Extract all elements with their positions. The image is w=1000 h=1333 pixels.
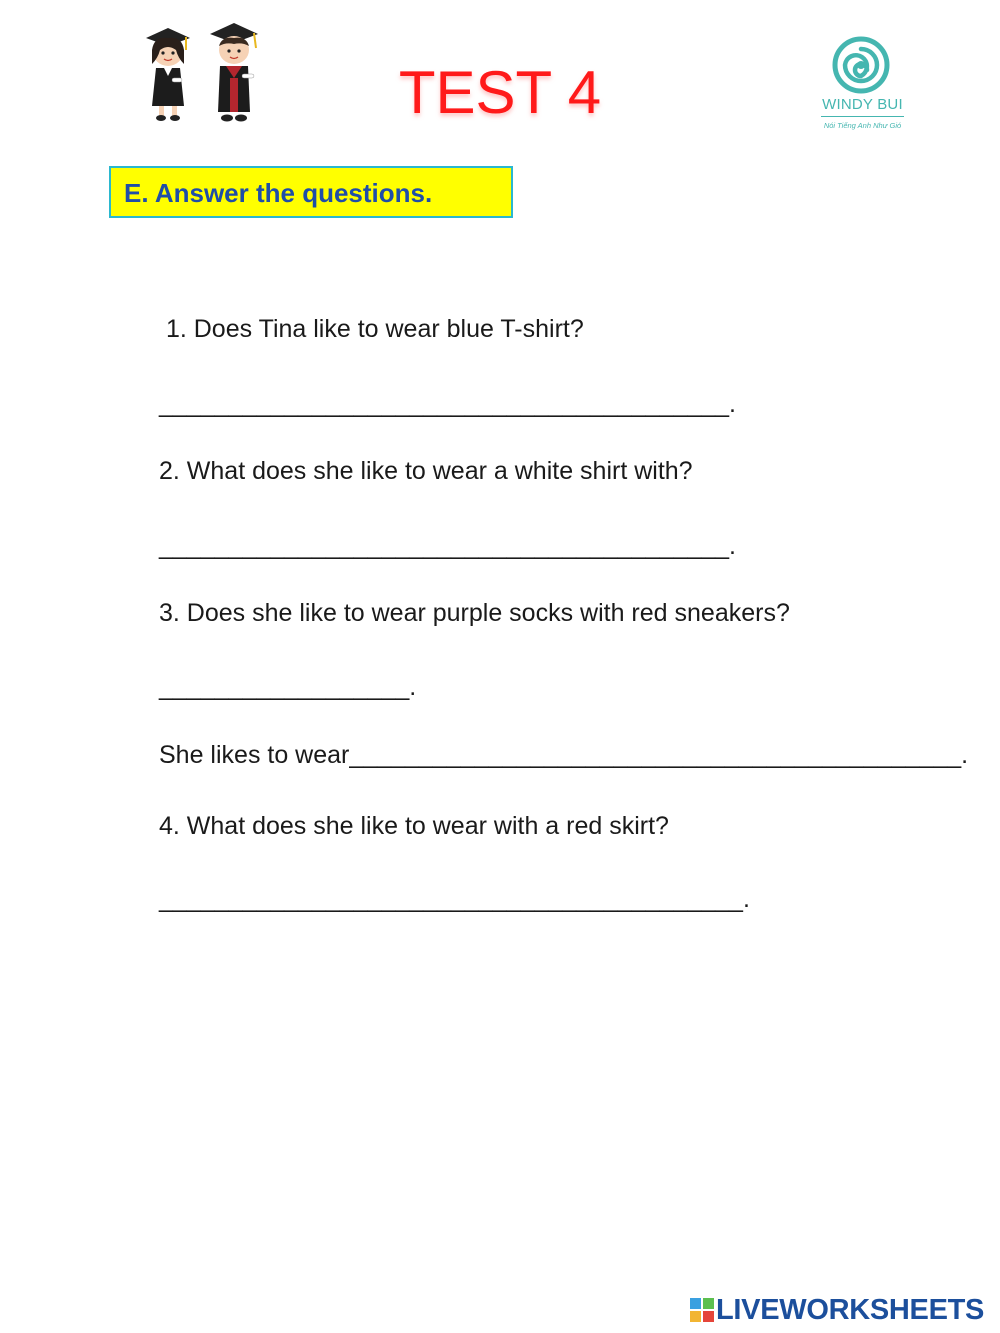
section-label: E. Answer the questions.	[124, 178, 433, 208]
question-1: 1. Does Tina like to wear blue T-shirt?	[159, 315, 584, 343]
windy-bui-logo	[815, 35, 910, 135]
question-3: 3. Does she like to wear purple socks with red sneakers?	[159, 599, 790, 627]
liveworksheets-logo-icon	[690, 1298, 714, 1322]
boy-graduate-icon	[210, 23, 258, 122]
graduates-illustration	[138, 20, 263, 130]
page-title: TEST 4	[398, 59, 602, 126]
answer-line-1[interactable]: _________________________________________.	[159, 390, 737, 418]
question-4: 4. What does she like to wear with a red skirt?	[159, 812, 669, 840]
question-2: 2. What does she like to wear a white shirt with?	[159, 457, 693, 485]
answer-line-3a[interactable]: __________________.	[159, 673, 417, 701]
answer-line-4[interactable]: __________________________________________.	[159, 885, 750, 913]
logo-divider	[821, 116, 904, 117]
spiral-wave-icon	[815, 35, 910, 95]
answer-line-3b[interactable]: She likes to wear____________________________________________.	[159, 741, 969, 769]
girl-graduate-icon	[146, 28, 190, 121]
section-header-box	[109, 166, 513, 218]
answer-line-2[interactable]: _________________________________________.	[159, 532, 737, 560]
liveworksheets-watermark	[690, 1290, 990, 1330]
logo-brand-text: WINDY BUI	[822, 96, 903, 113]
watermark-text: LIVEWORKSHEETS	[716, 1294, 985, 1326]
logo-slogan: Nói Tiếng Anh Như Gió	[823, 121, 902, 130]
